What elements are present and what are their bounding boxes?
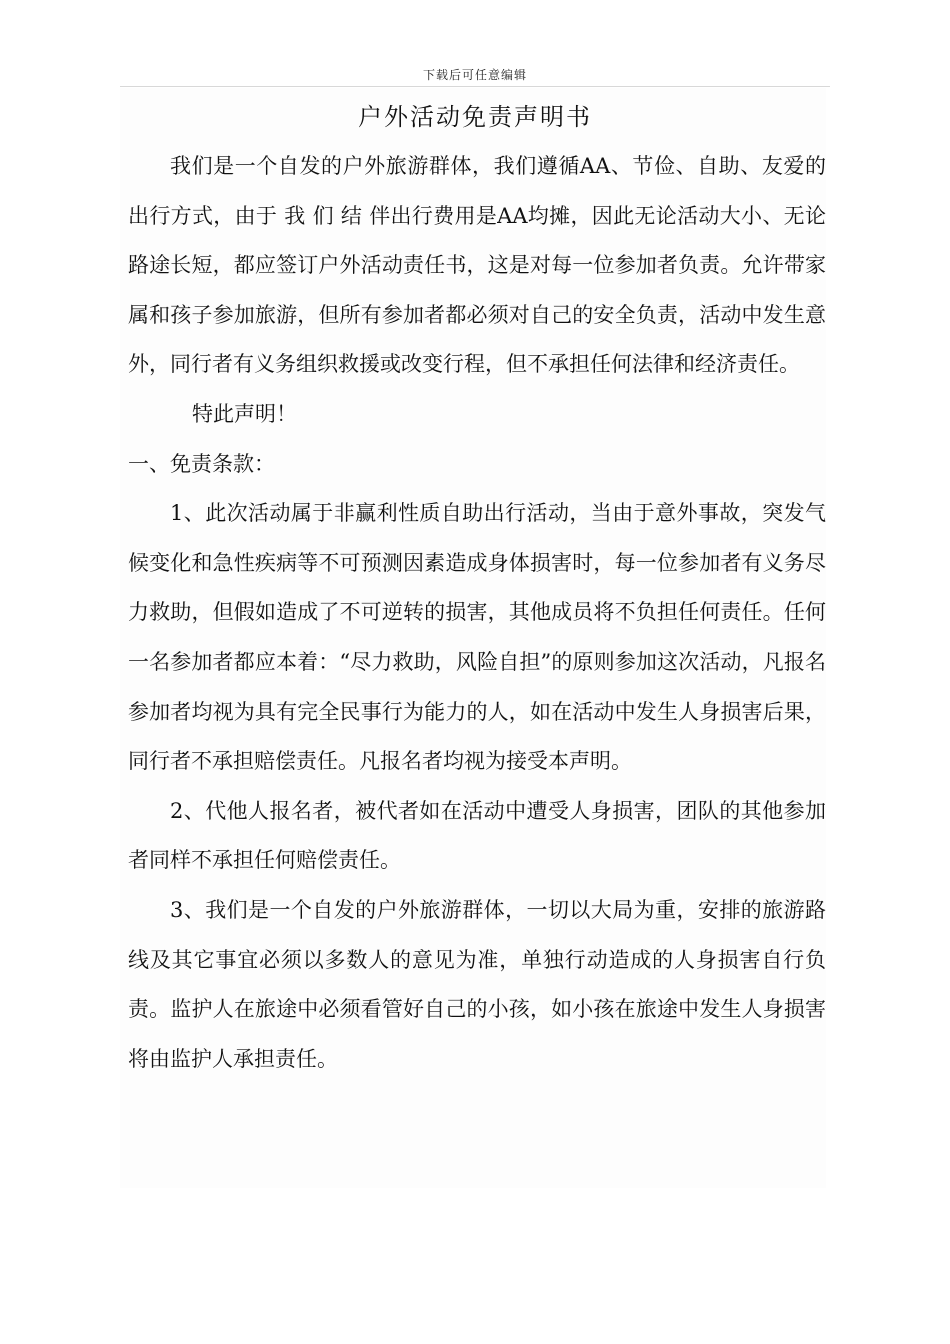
document-text bbox=[128, 142, 826, 1084]
header-divider bbox=[120, 86, 830, 87]
clause-paragraph-3: 3、我们是一个自发的户外旅游群体，一切以大局为重，安排的旅游路线及其它事宜必须以多数人的意见为准，单独行动造成的人身损害自行负责。监护人在旅途中必须看管好自己的小孩，如小孩在旅途中发生人身损害将由监护人承担责任。 bbox=[128, 897, 826, 1071]
intro-paragraph: 我们是一个自发的户外旅游群体，我们遵循AA、节俭、自助、友爱的出行方式，由于 我 们 结 伴出行费用是AA均摊，因此无论活动大小、无论路途长短，都应签订户外活动责任书，这是对每一位参加者负责。允许带家属和孩子参加旅游，但所有参加者都必须对自己的安全负责，活动中发生意外，同行者有义务组织救援或改变行程，但不承担任何法律和经济责任。 bbox=[128, 154, 826, 377]
clause-paragraph-2: 2、代他人报名者，被代者如在活动中遭受人身损害，团队的其他参加者同样不承担任何赔偿责任。 bbox=[128, 798, 826, 873]
clause-paragraph-1: 1、此次活动属于非赢利性质自助出行活动，当由于意外事故，突发气候变化和急性疾病等不可预测因素造成身体损害时，每一位参加者有义务尽力救助，但假如造成了不可逆转的损害，其他成员将不负担任何责任。任何一名参加者都应本着：“尽力救助，风险自担”的原则参加这次活动，凡报名参加者均视为具有完全民事行为能力的人，如在活动中发生人身损害后果，同行者不承担赔偿责任。凡报名者均视为接受本声明。 bbox=[128, 501, 826, 774]
declaration-line: 特此声明！ bbox=[192, 401, 297, 426]
section-heading: 一、免责条款： bbox=[128, 451, 275, 476]
page-header-note: 下载后可任意编辑 bbox=[422, 68, 527, 82]
document-title: 户外活动免责声明书 bbox=[358, 103, 592, 131]
